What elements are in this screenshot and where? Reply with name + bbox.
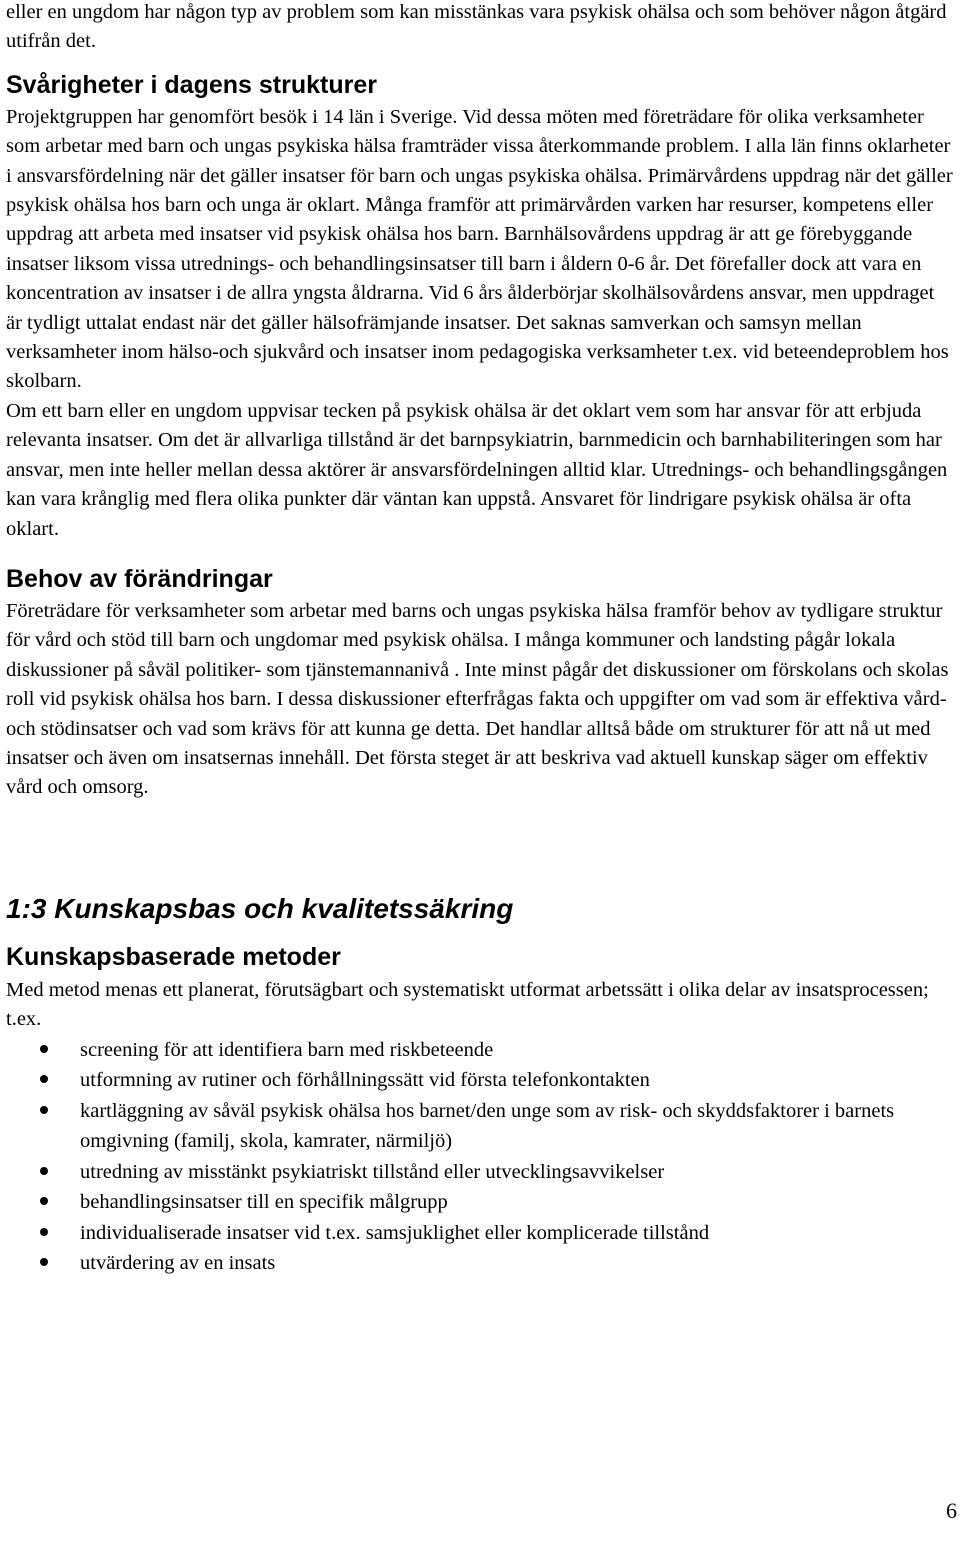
list-item: kartläggning av såväl psykisk ohälsa hos barnet/den unge som av risk- och skyddsfaktorer i barnets omgivning (familj, skola, kamrater, närmiljö)	[6, 1096, 954, 1157]
list-item: utredning av misstänkt psykiatriskt tillstånd eller utvecklingsavvikelser	[6, 1157, 954, 1188]
document-page	[6, 0, 954, 1279]
method-list	[6, 1035, 954, 1279]
bullet-icon	[40, 1075, 48, 1083]
bullet-icon	[40, 1228, 48, 1236]
bullet-icon	[40, 1258, 48, 1266]
intro-paragraph-tail: eller en ungdom har någon typ av problem som kan misstänkas vara psykisk ohälsa och som behöver någon åtgärd utifrån det.	[6, 1, 947, 53]
svarigheter-paragraph-1: Projektgruppen har genomfört besök i 14 län i Sverige. Vid dessa möten med företrädare för olika verksamheter som arbetar med barn och ungas psykiska hälsa framträder vissa återkommande problem. I alla län finns oklarheter i ansvarsfördelning när det gäller insatser för barn och ungas psykiska ohälsa. Primärvårdens uppdrag när det gäller psykisk ohälsa hos barn och unga är oklart. Många framför att primärvården varken har resurser, kompetens eller uppdrag att arbeta med insatser vid psykisk ohälsa hos barn. Barnhälsovårdens uppdrag är att ge förebyggande insatser liksom vissa utrednings- och behandlingsinsatser till barn i åldern 0-6 år. Det förefaller dock att vara en koncentration av insatser i de allra yngsta åldrarna. Vid 6 års ålderbörjar skolhälsovårdens ansvar, men uppdraget är tydligt uttalat endast när det gäller hälsofrämjande insatser. Det saknas samverkan och samsyn mellan verksamheter inom hälso-och sjukvård och insatser inom pedagogiska verksamheter t.ex. vid beteendeproblem hos skolbarn.	[6, 105, 953, 393]
svarigheter-paragraph-2: Om ett barn eller en ungdom uppvisar tecken på psykisk ohälsa är det oklart vem som har ansvar för att erbjuda relevanta insatser. Om det är allvarliga tillstånd är det barnpsykiatrin, barnmedicin och barnhabiliteringen som har ansvar, men inte heller mellan dessa aktörer är ansvarsfördelningen alltid klar. Utrednings- och behandlingsgången kan vara krånglig med flera olika punkter där väntan kan uppstå. Ansvaret för lindrigare psykisk ohälsa är ofta oklart.	[6, 399, 948, 540]
bullet-icon	[40, 1197, 48, 1205]
heading-svarigheter: Svårigheter i dagens strukturer	[6, 70, 377, 99]
heading-behov: Behov av förändringar	[6, 564, 273, 593]
heading-kunskapsbas: 1:3 Kunskapsbas och kvalitetssäkring	[6, 892, 514, 924]
bullet-icon	[40, 1167, 48, 1175]
list-item: individualiserade insatser vid t.ex. samsjuklighet eller komplicerade tillstånd	[6, 1218, 954, 1249]
page-number: 6	[946, 1498, 957, 1523]
bullet-icon	[40, 1106, 48, 1114]
list-item: utformning av rutiner och förhållningssätt vid första telefonkontakten	[6, 1065, 954, 1096]
behov-paragraph: Företrädare för verksamheter som arbetar med barns och ungas psykiska hälsa framför behov av tydligare struktur för vård och stöd till barn och ungdomar med psykisk ohälsa. I många kommuner och landsting pågår lokala diskussioner på såväl politiker- som tjänstemannanivå . Inte minst pågår det diskussioner om förskolans och skolas roll vid psykisk ohälsa hos barn. I dessa diskussioner efterfrågas fakta och uppgifter om vad som är effektiva vård- och stödinsatser och vad som krävs för att kunna ge detta. Det handlar alltså både om strukturer för att nå ut med insatser och även om insatsernas innehåll. Det första steget är att beskriva vad aktuell kunskap säger om effektiv vård och omsorg.	[6, 599, 949, 799]
list-item: behandlingsinsatser till en specifik målgrupp	[6, 1187, 954, 1218]
metod-paragraph: Med metod menas ett planerat, förutsägbart och systematiskt utformat arbetssätt i olika delar av insatsprocessen; t.ex.	[6, 978, 929, 1031]
heading-kunskapsbaserade-metoder: Kunskapsbaserade metoder	[6, 942, 341, 971]
list-item: utvärdering av en insats	[6, 1248, 954, 1279]
bullet-icon	[40, 1045, 48, 1053]
list-item: screening för att identifiera barn med riskbeteende	[6, 1035, 954, 1066]
